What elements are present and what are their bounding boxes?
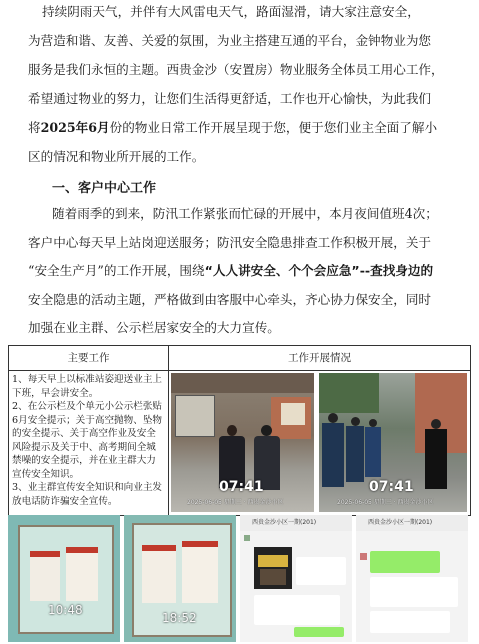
intro-line-1: 持续阴雨天气，并伴有大风雷电天气，路面湿滑，请大家注意安全，	[42, 4, 420, 19]
body-line-1: 随着雨季的到来，防汛工作紧张而忙碌的开展中，本月夜间值班4次；	[52, 206, 438, 221]
header-work-status: 工作开展情况	[169, 346, 471, 371]
task-item-2: 2、在公示栏及个单元小公示栏张贴6月安全提示；关于高空抛物、坠物的安全提示、关于高空作业及安全风险提示及关于中、高考期间全城禁噪的安全提示，并在业主群大力宣传安全知识。	[12, 401, 163, 480]
intro-line-3: 服务是我们永恒的主题。西贵金沙（安置房）物业服务全体员工用心工作，	[28, 62, 444, 77]
photo-1-caption: 2025-06-05 星期三 · 西贵金沙小区	[187, 499, 284, 506]
photo-notice-board-2	[124, 515, 236, 642]
intro-line-6: 区的情况和物业所开展的工作。	[28, 149, 205, 164]
intro-line-5: 将2025年6月份的物业日常工作开展呈现于您，便于您们业主全面了解小	[28, 120, 438, 135]
chat-screenshot-1	[240, 515, 352, 642]
activity-theme: “人人讲安全、个个会应急”--查找身边的	[204, 263, 434, 278]
task-item-1: 1、每天早上以标准站姿迎送业主上下班，早会讲安全。	[12, 374, 163, 399]
photo-4-time: 18:52	[162, 611, 197, 625]
chat-screenshot-2	[356, 515, 468, 642]
task-item-3: 3、业主群宣传安全知识和向业主发放电话防诈骗安全宣传。	[12, 482, 163, 507]
section-title: 一、客户中心工作	[52, 181, 157, 196]
body-line-4: 安全隐患的活动主题，严格做到由客服中心牵头，齐心协力保安全，同时	[28, 292, 431, 307]
photo-notice-board-1	[8, 515, 120, 642]
photo-2-time: 07:41	[369, 479, 414, 495]
body-line-3: “安全生产月”的工作开展，围绕“人人讲安全、个个会应急”--查找身边的	[28, 263, 434, 278]
photo-gate-staff-2	[319, 373, 467, 512]
chat-1-title: 西贵金沙小区一期(201)	[240, 515, 352, 531]
photo-2-caption: 2025-06-05 星期三 · 西贵金沙小区	[337, 499, 434, 506]
intro-line-4: 希望通过物业的努力，让您们生活得更舒适，工作也开心愉快，为此我们	[28, 91, 431, 106]
photo-1-time: 07:41	[219, 479, 264, 495]
photo-3-time: 10:48	[48, 603, 83, 617]
body-line-5: 加强在业主群、公示栏居家安全的大力宣传。	[28, 320, 280, 335]
chat-2-title: 西贵金沙小区一期(201)	[356, 515, 468, 531]
intro-line-2: 为营造和谐、友善、关爱的氛围，为业主搭建互通的平台，金钟物业为您	[28, 33, 431, 48]
body-line-2: 客户中心每天早上站岗迎送服务；防汛安全隐患排查工作积极开展，关于	[28, 235, 431, 250]
photo-gate-staff-1	[171, 373, 314, 512]
header-main-work: 主要工作	[9, 346, 169, 371]
tasks-cell	[9, 371, 169, 516]
report-month: 2025年6月	[40, 120, 110, 135]
